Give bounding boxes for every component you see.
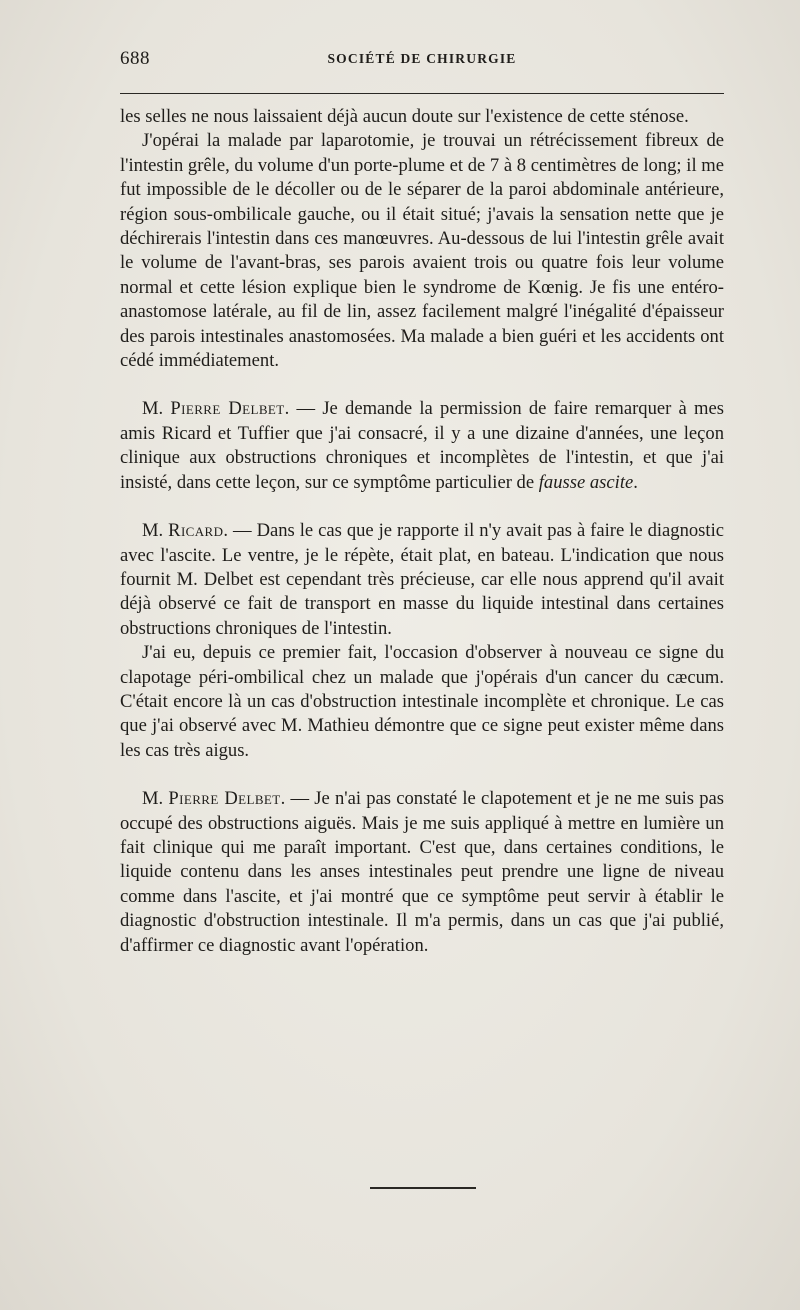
page-header bbox=[120, 48, 724, 74]
header-rule bbox=[120, 93, 724, 94]
body-text bbox=[120, 105, 724, 958]
page-number: 688 bbox=[120, 48, 150, 69]
remark-text: . — Je demande la permission de faire remarquer à mes amis Ricard et Tuffier que j'ai consacré, il y a une dizaine d'années, une leçon clinique aux obstructions chroniques et incomplètes de l'intestin, et que j'ai insisté, dans cette leçon, sur ce symptôme particulier de bbox=[120, 398, 724, 493]
speaker-prefix: M. bbox=[142, 788, 169, 810]
running-head: SOCIÉTÉ DE CHIRURGIE bbox=[327, 51, 517, 66]
speaker-prefix: M. bbox=[142, 520, 169, 542]
speaker-name: Ricard bbox=[168, 520, 224, 542]
emphasis-term: fausse ascite bbox=[538, 471, 634, 493]
paragraph-ricard-reply bbox=[120, 519, 724, 641]
paragraph-delbet-remark bbox=[120, 397, 724, 495]
remark-end: . bbox=[633, 471, 638, 493]
section-end-rule bbox=[370, 1187, 476, 1189]
paragraph-delbet-response bbox=[120, 787, 724, 958]
paragraph-ricard-continued: J'ai eu, depuis ce premier fait, l'occasion d'observer à nouveau ce signe du clapotage péri-ombilical chez un malade que j'opérais d'un cancer du cæcum. C'était encore là un cas d'obstruction intestinale incomplète et chronique. Le cas que j'ai observé avec M. Mathieu démontre que ce signe peut exister même dans les cas très aigus. bbox=[120, 642, 724, 761]
speaker-prefix: M. bbox=[142, 398, 171, 420]
response-text: . — Je n'ai pas constaté le clapotement et je ne me suis pas occupé des obstructions aiguës. Mais je me suis appliqué à mettre en lumière un fait clinique qui me paraît important. C'est que, dans certaines conditions, le liquide contenu dans les anses intestinales peut prendre une ligne de niveau comme dans l'ascite, et j'ai montré que ce symptôme peut servir à établir le diagnostic d'obstruction intestinale. Il m'a permis, dans un cas que j'ai publié, d'affirmer ce diagnostic avant l'opération. bbox=[120, 788, 724, 956]
speaker-name: Pierre Delbet bbox=[168, 788, 281, 810]
paragraph-continuation: les selles ne nous laissaient déjà aucun doute sur l'existence de cette sténose. bbox=[120, 106, 689, 127]
paragraph-operation: J'opérai la malade par laparotomie, je trouvai un rétrécissement fibreux de l'intestin grêle, du volume d'un porte-plume et de 7 à 8 centimètres de long; il me fut impossible de le décoller ou de le séparer de la paroi abdominale antérieure, région sous-ombilicale gauche, ou il était situé; j'avais la sensation nette que je déchirerais l'intestin dans ces manœuvres. Au-dessous de lui l'intestin grêle avait le volume de l'avant-bras, ses parois avaient trois ou quatre fois leur volume normal et cette lésion explique bien le syndrome de Kœnig. Je fis une entéro-anastomose latérale, au fil de lin, assez facilement malgré l'inégalité d'épaisseur des parois intestinales anastomosées. Ma malade a bien guéri et les accidents ont cédé immédiatement. bbox=[120, 130, 724, 372]
speaker-name: Pierre Delbet bbox=[170, 398, 285, 420]
reply-text: . — Dans le cas que je rapporte il n'y avait pas à faire le diagnostic avec l'ascite. Le ventre, je le répète, était plat, en bateau. L'indication que nous fournit M. Delbet est cependant très précieuse, car elle nous apprend qu'il avait déjà observé ce fait de transport en masse du liquide intestinal dans certaines obstructions chroniques de l'intestin. bbox=[120, 520, 724, 639]
